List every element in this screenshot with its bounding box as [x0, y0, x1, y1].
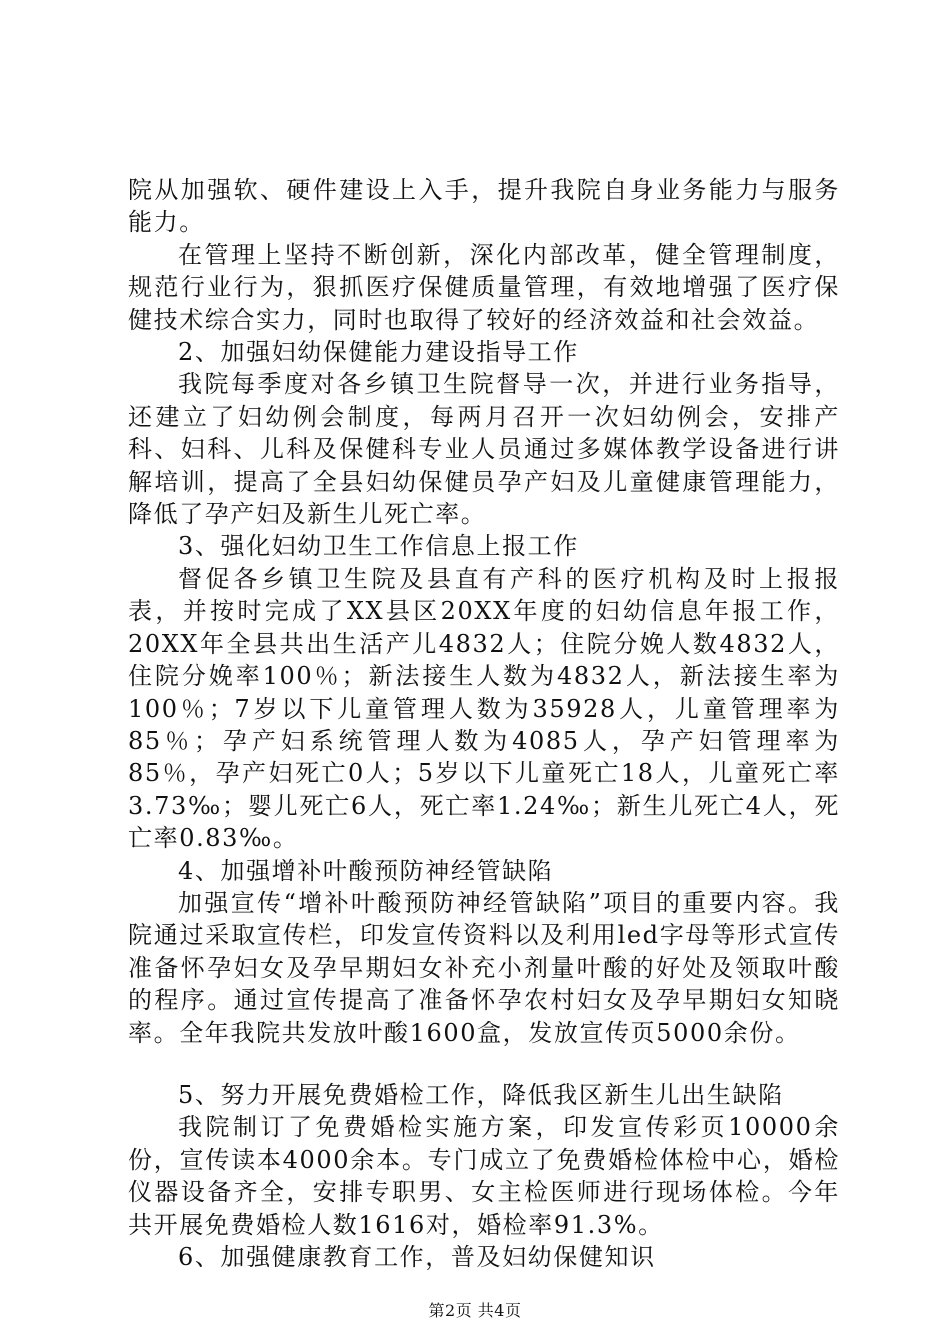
paragraph-premarital-exam: 我院制订了免费婚检实施方案，印发宣传彩页10000余份，宣传读本4000余本。专门成立了免费婚检体检中心，婚检仪器设备齐全，安排专职男、女主检医师进行现场体检。今年共开展免费婚检人数1616对，婚检率91.3%。	[128, 1113, 840, 1239]
paragraph-folic-acid: 加强宣传“增补叶酸预防神经管缺陷”项目的重要内容。我院通过采取宣传栏，印发宣传资料以及利用led字母等形式宣传准备怀孕妇女及孕早期妇女补充小剂量叶酸的好处及领取叶酸的程序。通过宣传提高了准备怀孕农村妇女及孕早期妇女知晓率。全年我院共发放叶酸1600盒，发放宣传页5000余份。	[128, 888, 840, 1047]
page-footer: 第2页 共4页	[428, 1301, 522, 1320]
paragraph-continuation: 院从加强软、硬件建设上入手，提升我院自身业务能力与服务能力。	[128, 176, 840, 237]
paragraph-management: 在管理上坚持不断创新，深化内部改革，健全管理制度，规范行业行为，狠抓医疗保健质量管理，有效地增强了医疗保健技术综合实力，同时也取得了较好的经济效益和社会效益。	[128, 240, 840, 334]
section-heading-4: 4、加强增补叶酸预防神经管缺陷	[178, 856, 554, 885]
paragraph-guidance: 我院每季度对各乡镇卫生院督导一次，并进行业务指导，还建立了妇幼例会制度，每两月召开一次妇幼例会，安排产科、妇科、儿科及保健科专业人员通过多媒体教学设备进行讲解培训，提高了全县妇幼保健员孕产妇及儿童健康管理能力，降低了孕产妇及新生儿死亡率。	[128, 370, 840, 529]
section-heading-3: 3、强化妇幼卫生工作信息上报工作	[178, 532, 579, 561]
document-body	[128, 174, 840, 1273]
section-heading-5: 5、努力开展免费婚检工作，降低我区新生儿出生缺陷	[178, 1080, 784, 1109]
section-heading-2: 2、加强妇幼保健能力建设指导工作	[178, 338, 579, 367]
section-heading-6: 6、加强健康教育工作，普及妇幼保健知识	[178, 1243, 656, 1271]
paragraph-statistics: 督促各乡镇卫生院及县直有产科的医疗机构及时上报报表，并按时完成了XX县区20XX年度的妇幼信息年报工作，20XX年全县共出生活产儿4832人；住院分娩人数4832人，住院分娩率100％；新法接生人数为4832人，新法接生率为100％；7岁以下儿童管理人数为35928人，儿童管理率为85％；孕产妇系统管理人数为4085人，孕产妇管理率为85％，孕产妇死亡0人；5岁以下儿童死亡18人，儿童死亡率3.73‰；婴儿死亡6人，死亡率1.24‰；新生儿死亡4人，死亡率0.83‰。	[128, 564, 840, 853]
